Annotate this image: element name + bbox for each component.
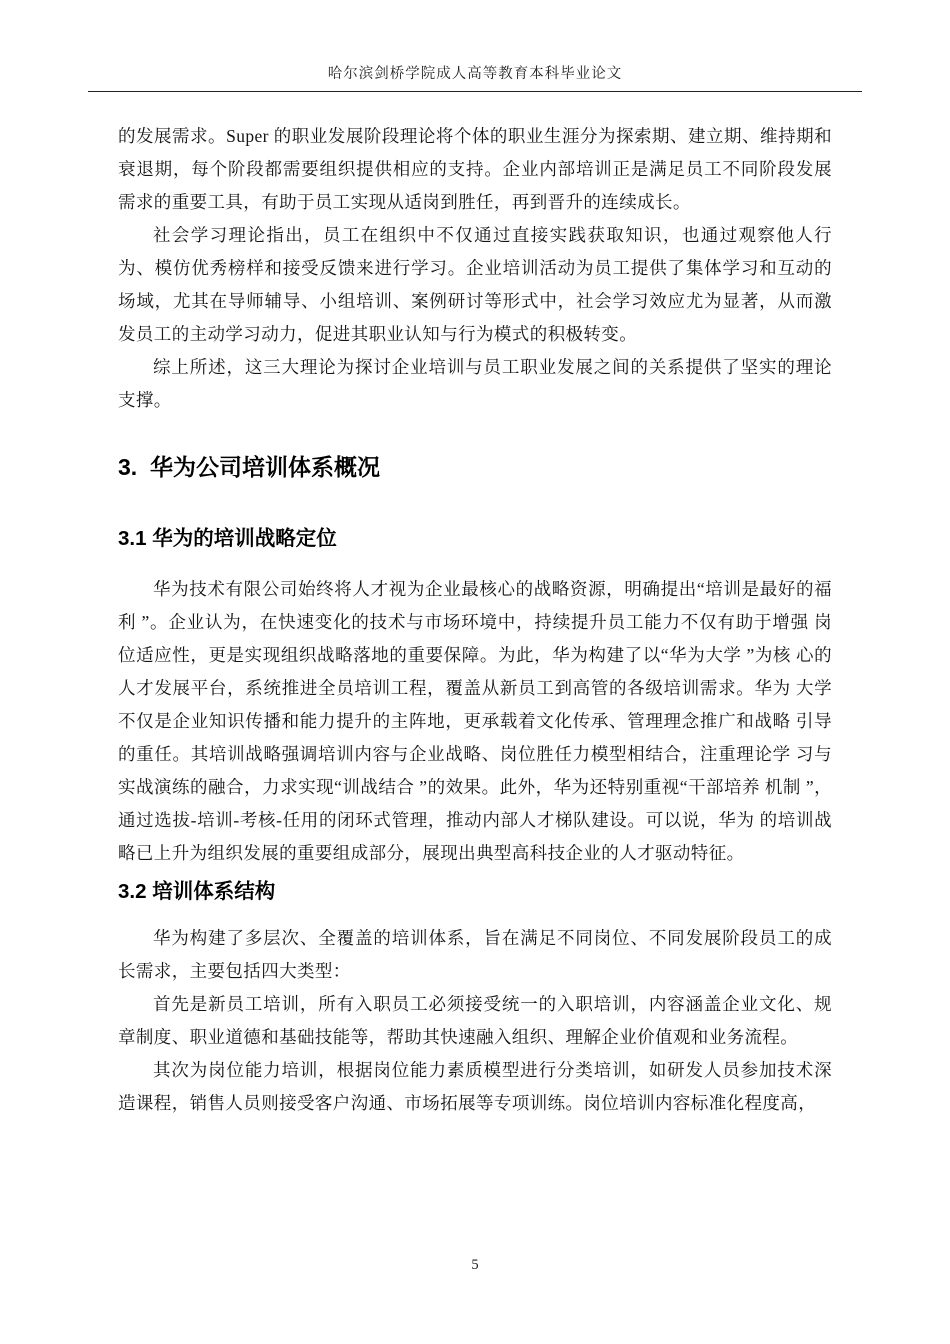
paragraph-new-employee-training: 首先是新员工培训，所有入职员工必须接受统一的入职培训，内容涵盖企业文化、规章制度、职业道德和基础技能等，帮助其快速融入组织、理解企业价值观和业务流程。 <box>118 994 832 1047</box>
subsection-heading-3-1: 3.1 华为的培训战略定位 <box>118 527 337 550</box>
subsection-heading-3-2: 3.2 培训体系结构 <box>118 880 276 903</box>
page-header <box>88 0 862 92</box>
paragraph-huawei-strategy: 华为技术有限公司始终将人才视为企业最核心的战略资源，明确提出“培训是最好的福利 ”。企业认为，在快速变化的技术与市场环境中，持续提升员工能力不仅有助于增强 岗位适应性，更是实现组织战略落地的重要保障。为此，华为构建了以“华为大学 ”为核 心的人才发展平台，系统推进全员培训工程，覆盖从新员工到高管的各级培训需求。华为 大学不仅是企业知识传播和能力提升的主阵地，更承载着文化传承、管理理念推广和战略 引导的重任。其培训战略强调培训内容与企业战略、岗位胜任力模型相结合，注重理论学 习与实战演练的融合，力求实现“训战结合 ”的效果。此外，华为还特别重视“干部培养 机制 ”，通过选拔-培训-考核-任用的闭环式管理，推动内部人才梯队建设。可以说，华为 的培训战略已上升为组织发展的重要组成部分，展现出典型高科技企业的人才驱动特征。 <box>118 579 832 863</box>
page-number: 5 <box>471 1257 479 1273</box>
paragraph-training-system-intro: 华为构建了多层次、全覆盖的培训体系，旨在满足不同岗位、不同发展阶段员工的成长需求，主要包括四大类型： <box>118 928 832 981</box>
paragraph-continuation: 的发展需求。Super 的职业发展阶段理论将个体的职业生涯分为探索期、建立期、维持期和衰退期，每个阶段都需要组织提供相应的支持。企业内部培训正是满足员工不同阶段发展需求的重要工具，有助于员工实现从适岗到胜任，再到晋升的连续成长。 <box>118 126 832 212</box>
document-body <box>118 120 832 1120</box>
paragraph-social-learning: 社会学习理论指出，员工在组织中不仅通过直接实践获取知识，也通过观察他人行为、模仿优秀榜样和接受反馈来进行学习。企业培训活动为员工提供了集体学习和互动的场域，尤其在导师辅导、小组培训、案例研讨等形式中，社会学习效应尤为显著，从而激发员工的主动学习动力，促进其职业认知与行为模式的积极转变。 <box>118 225 832 344</box>
section-heading-3: 3. 华为公司培训体系概况 <box>118 454 380 480</box>
header-title: 哈尔滨剑桥学院成人高等教育本科毕业论文 <box>327 66 623 82</box>
paragraph-summary: 综上所述，这三大理论为探讨企业培训与员工职业发展之间的关系提供了坚实的理论支撑。 <box>118 357 832 410</box>
paragraph-position-training: 其次为岗位能力培训，根据岗位能力素质模型进行分类培训，如研发人员参加技术深造课程，销售人员则接受客户沟通、市场拓展等专项训练。岗位培训内容标准化程度高， <box>118 1060 832 1113</box>
page-footer <box>0 1257 950 1274</box>
